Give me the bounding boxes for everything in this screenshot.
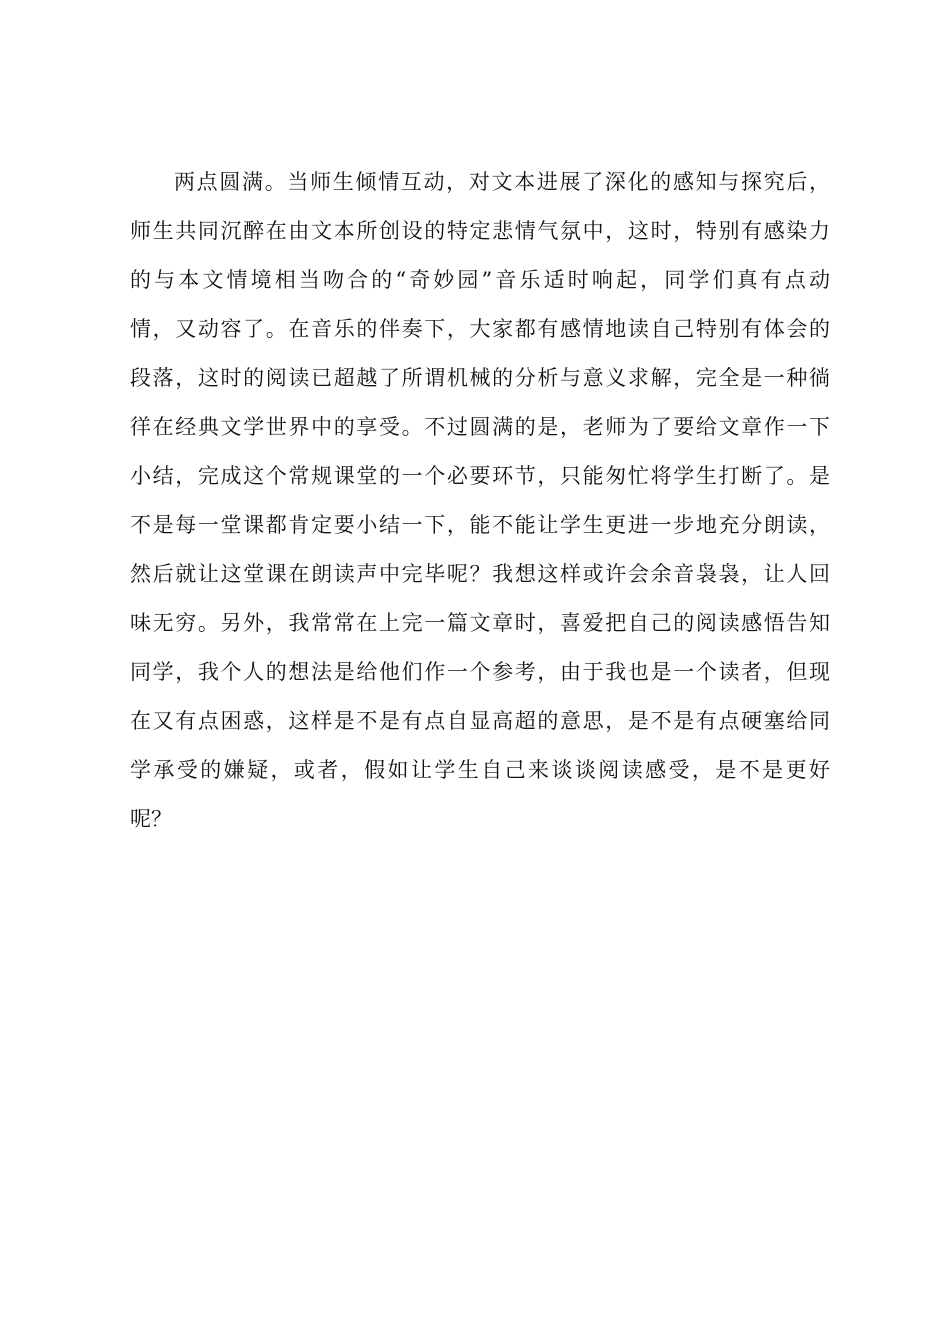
- paragraph-line: 同学，我个人的想法是给他们作一个参考，由于我也是一个读者，但现: [130, 660, 830, 684]
- paragraph-line: 的与本文情境相当吻合的“奇妙园”音乐适时响起，同学们真有点动: [130, 268, 830, 292]
- paragraph-line: 呢？: [130, 807, 172, 831]
- paragraph-line: 学承受的嫌疑，或者，假如让学生自己来谈谈阅读感受，是不是更好: [130, 758, 830, 782]
- paragraph-line: 不是每一堂课都肯定要小结一下，能不能让学生更进一步地充分朗读，: [130, 513, 830, 537]
- paragraph-line: 然后就让这堂课在朗读声中完毕呢？我想这样或许会余音袅袅，让人回: [130, 562, 830, 586]
- paragraph-line: 两点圆满。当师生倾情互动，对文本进展了深化的感知与探究后，: [174, 170, 830, 194]
- body-paragraph: [130, 158, 830, 844]
- paragraph-line: 小结，完成这个常规课堂的一个必要环节，只能匆忙将学生打断了。是: [130, 464, 830, 488]
- paragraph-line: 味无穷。另外，我常常在上完一篇文章时，喜爱把自己的阅读感悟告知: [130, 611, 830, 635]
- paragraph-line: 师生共同沉醉在由文本所创设的特定悲情气氛中，这时，特别有感染力: [130, 219, 830, 243]
- paragraph-line: 在又有点困惑，这样是不是有点自显高超的意思，是不是有点硬塞给同: [130, 709, 830, 733]
- paragraph-line: 段落，这时的阅读已超越了所谓机械的分析与意义求解，完全是一种徜: [130, 366, 830, 390]
- paragraph-line: 情，又动容了。在音乐的伴奏下，大家都有感情地读自己特别有体会的: [130, 317, 830, 341]
- paragraph-line: 徉在经典文学世界中的享受。不过圆满的是，老师为了要给文章作一下: [130, 415, 830, 439]
